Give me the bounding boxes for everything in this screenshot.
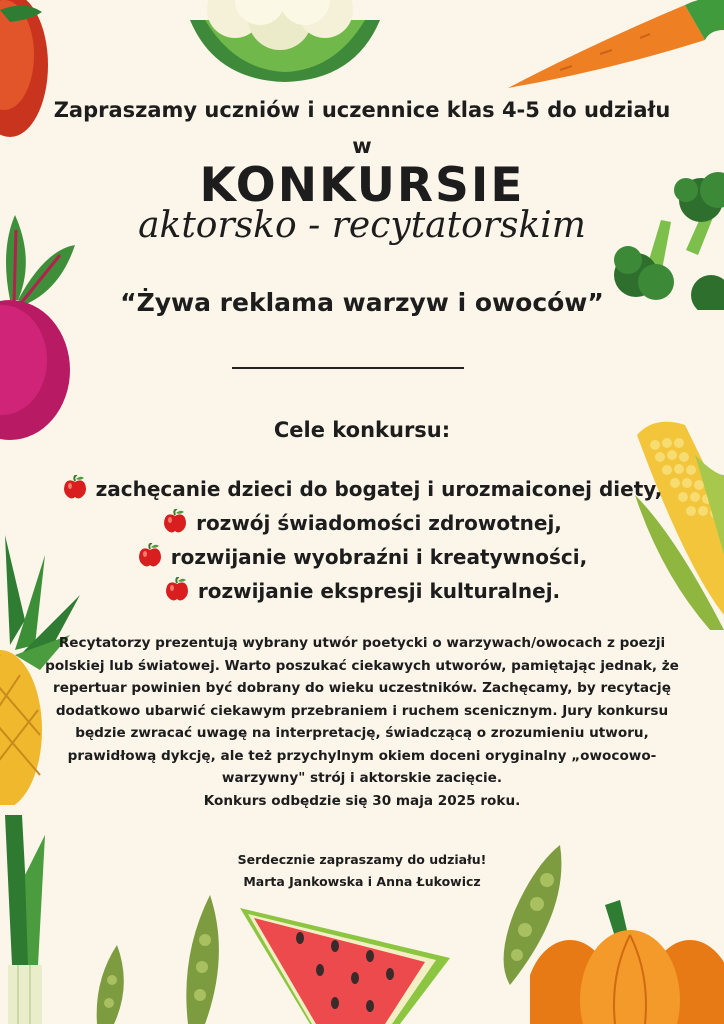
contest-description (30, 632, 694, 812)
list-item (0, 574, 724, 608)
divider (232, 367, 464, 369)
pea-pod-icon (180, 895, 225, 1024)
intro-text (0, 92, 724, 164)
goal-text: rozwijanie wyobraźni i kreatywności, (170, 545, 588, 569)
intro-line-1: Zapraszamy uczniów i uczennice klas 4-5 do udziału (53, 98, 671, 122)
description-text: Recytatorzy prezentują wybrany utwór poetycki o warzywach/owocach z poezji polskiej lub światowej. Warto poszukać ciekawych utworów, pamiętając jednak, że repertuar powinien być dobrany do wieku uczestników. Zachęcamy, by recytację dodatkowo ubarwić ciekawym przebraniem i ruchem scenicznym. Jury konkursu będzie zwracać uwagę na interpretację, świadczącą o zrozumieniu utworu, prawidłową dykcję, ale też przychylnym okiem doceni oryginalny „owocowo-warzywny" strój i aktorskie zacięcie. (45, 635, 679, 786)
cauliflower-icon (175, 0, 395, 85)
page-subtitle: aktorsko - recytatorskim (138, 205, 586, 246)
list-item (0, 506, 724, 540)
apple-icon (162, 509, 188, 533)
leek-icon (0, 815, 70, 1024)
apple-icon (137, 543, 163, 567)
apple-icon (164, 577, 190, 601)
carrot-icon (500, 0, 724, 95)
pea-pod-icon (92, 945, 132, 1024)
goal-text: rozwój świadomości zdrowotnej, (196, 511, 562, 535)
goals-heading: Cele konkursu: (273, 418, 451, 442)
beetroot-icon (0, 210, 80, 450)
goal-text: zachęcanie dzieci do bogatej i urozmaiconej diety, (95, 477, 663, 501)
greeting-text: Serdecznie zapraszamy do udziału! (237, 852, 487, 867)
list-item (0, 540, 724, 574)
list-item (0, 472, 724, 506)
apple-icon (62, 475, 88, 499)
goal-text: rozwijanie ekspresji kulturalnej. (197, 579, 561, 603)
pumpkin-icon (530, 895, 724, 1024)
contest-date: Konkurs odbędzie się 30 maja 2025 roku. (203, 792, 521, 809)
watermelon-icon (240, 908, 450, 1024)
closing (0, 849, 724, 893)
authors-text: Marta Jankowska i Anna Łukowicz (243, 874, 481, 889)
page-title: KONKURSIE (199, 158, 525, 213)
contest-slogan: “Żywa reklama warzyw i owoców” (120, 288, 604, 317)
intro-line-2: w (352, 134, 372, 158)
goals-list (0, 472, 724, 608)
